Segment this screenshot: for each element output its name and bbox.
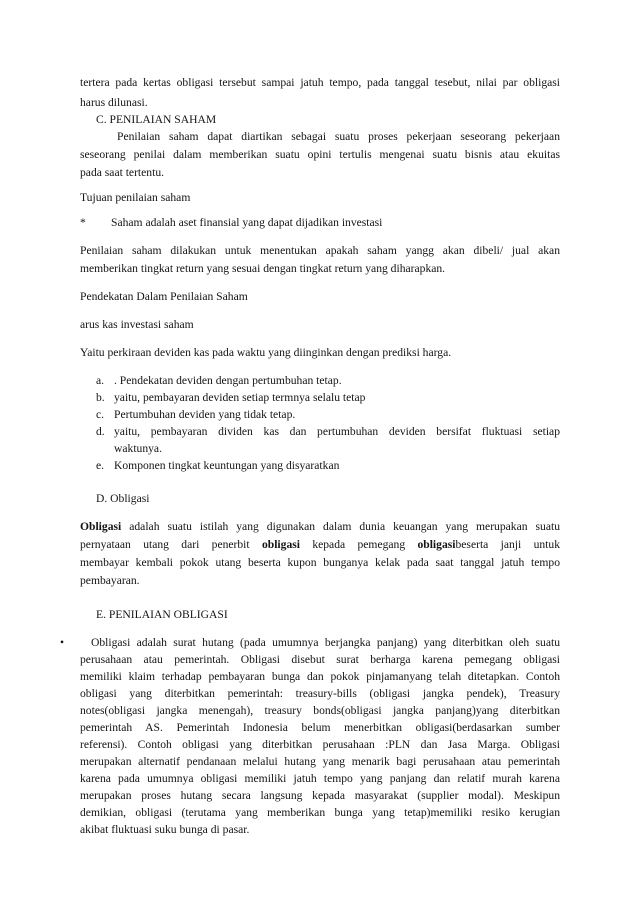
- section-d-line-3: membayar kembali pokok utang beserta kupon bunganya kelak pada saat tanggal jatuh tempo: [80, 556, 560, 569]
- section-e-line: notes(obligasi jangka menengah), treasury bonds(obligasi jangka panjang)yang diterbitkan: [80, 704, 560, 717]
- section-c-para-line-3: pada saat tertentu.: [80, 166, 165, 179]
- list-item: [96, 372, 560, 389]
- section-e-line: perusahaan atau pemerintah. Obligasi disebut surat berharga karena pemegang obligasi: [80, 653, 560, 666]
- list-item-text-continued: waktunya.: [114, 442, 162, 455]
- section-e-line: karena pada umumnya obligasi memiliki jatuh tempo yang panjang dan relatif murah karena: [80, 772, 560, 785]
- section-d-line-2: [80, 536, 560, 553]
- section-e-line: referensi). Contoh obligasi yang diterbitkan perusahaan :PLN dan Jasa Marga. Obligasi: [80, 738, 560, 751]
- list-marker: b.: [96, 391, 105, 404]
- section-e-heading: E. PENILAIAN OBLIGASI: [96, 608, 228, 621]
- section-d-line-1-text: adalah suatu istilah yang digunakan dalam dunia keuangan yang merupakan suatu: [121, 520, 560, 533]
- section-e-line: memiliki klaim terhadap pembayaran bunga dan pokok pinjamanyang telah ditetapkan. Contoh: [80, 670, 560, 683]
- section-c-para-line-2: seseorang penilai dalam memberikan suatu opini tertulis mengenai suatu bisnis atau ekuitas: [80, 148, 560, 161]
- list-item-text: yaitu, pembayaran dividen kas dan pertumbuhan deviden bersifat fluktuasi setiap: [114, 425, 560, 438]
- list-marker: c.: [96, 408, 105, 421]
- tujuan-bullet: *: [80, 216, 86, 229]
- pendekatan-subheading: arus kas investasi saham: [80, 318, 194, 331]
- list-item: [96, 406, 560, 423]
- section-d-line-1: [80, 518, 560, 535]
- list-item: [96, 457, 560, 474]
- section-e-line: merupakan alternatif pendanaan melalui hutang yang menarik bagi perusahaan atau pemerintah: [80, 755, 560, 768]
- pendekatan-heading: Pendekatan Dalam Penilaian Saham: [80, 290, 248, 303]
- intro-line-1: tertera pada kertas obligasi tersebut sampai jatuh tempo, pada tanggal tesebut, nilai par obligasi: [80, 76, 560, 89]
- obligasi-term: obligasi: [417, 538, 456, 551]
- list-item-text: Komponen tingkat keuntungan yang disyaratkan: [114, 459, 340, 472]
- section-d-heading: D. Obligasi: [96, 492, 150, 505]
- section-d-line-4: pembayaran.: [80, 574, 140, 587]
- obligasi-term: obligasi: [261, 538, 300, 551]
- section-c-heading: C. PENILAIAN SAHAM: [96, 113, 217, 126]
- section-e-bullet: •: [60, 636, 65, 649]
- section-c-para-line-1: Penilaian saham dapat diartikan sebagai suatu proses pekerjaan seseorang pekerjaan: [117, 130, 560, 143]
- penilaian-para-line-1: Penilaian saham dilakukan untuk menentukan apakah saham yangg akan dibeli/ jual akan: [80, 244, 560, 257]
- list-marker: e.: [96, 459, 105, 472]
- section-e-line: akibat fluktuasi suku bunga di pasar.: [80, 823, 250, 836]
- list-item: [96, 423, 560, 457]
- list-item-text: . Pendekatan deviden dengan pertumbuhan tetap.: [114, 374, 342, 387]
- section-e-line: Obligasi adalah surat hutang (pada umumnya berjangka panjang) yang diterbitkan oleh suatu: [91, 636, 560, 649]
- section-d-line-2-b: kepada pemegang: [299, 538, 418, 551]
- section-d-line-2-a: pernyataan utang dari penerbit: [80, 538, 262, 551]
- intro-line-2: harus dilunasi.: [80, 96, 148, 109]
- penilaian-para-line-2: memberikan tingkat return yang sesuai dengan tingkat return yang diharapkan.: [80, 262, 446, 275]
- section-e-line: obligasi yang diterbitkan pemerintah: treasury-bills (obligasi jangka pendek), Treasury: [80, 687, 560, 700]
- lettered-list: [96, 372, 560, 474]
- tujuan-heading: Tujuan penilaian saham: [80, 191, 191, 204]
- list-marker: a.: [96, 374, 105, 387]
- section-d-line-2-c: beserta janji untuk: [455, 538, 560, 551]
- list-item: [96, 389, 560, 406]
- list-item-text: yaitu, pembayaran deviden setiap termnya selalu tetap: [114, 391, 366, 404]
- obligasi-term: Obligasi: [80, 520, 122, 533]
- section-e-line: pemerintah AS. Pemerintah Indonesia belum menerbitkan obligasi(berdasarkan sumber: [80, 721, 560, 734]
- list-item-text: Pertumbuhan deviden yang tidak tetap.: [114, 408, 296, 421]
- section-e-line: demikian, obligasi (terutama yang memberikan bunga yang tetap)memiliki resiko kerugian: [80, 806, 560, 819]
- tujuan-bullet-text: Saham adalah aset finansial yang dapat dijadikan investasi: [111, 216, 383, 229]
- pendekatan-yaitu: Yaitu perkiraan deviden kas pada waktu yang diinginkan dengan prediksi harga.: [80, 346, 452, 359]
- section-e-line: merupakan proses hutang secara langsung kepada masyarakat (supplier modal). Meskipun: [80, 789, 560, 802]
- list-marker: d.: [96, 425, 105, 438]
